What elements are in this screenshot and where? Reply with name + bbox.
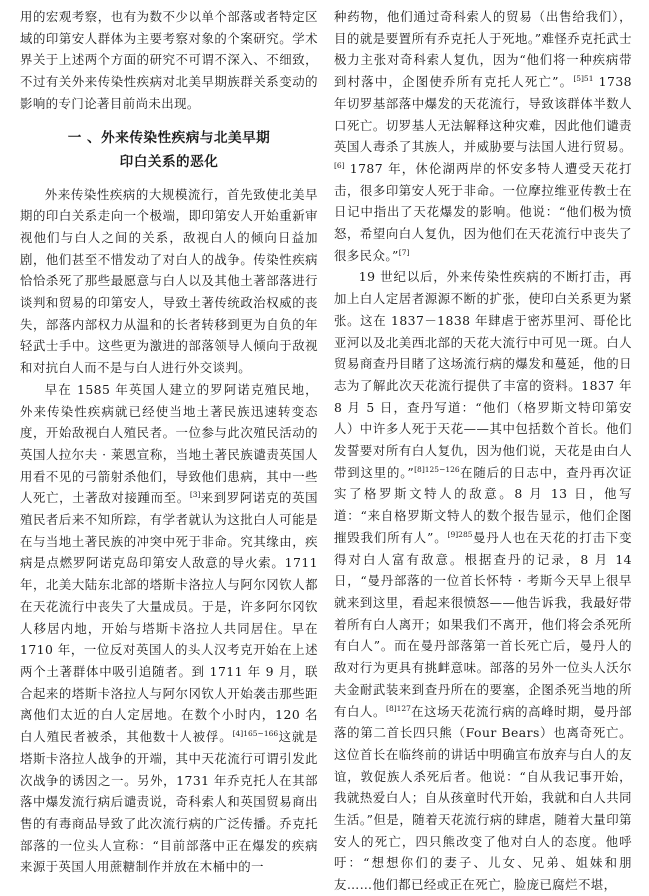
paragraph-overview: 外来传染性疾病的大规模流行，首先致使北美早期的印白关系走向一个极端，即印第安人开始重新审视他们与白人之间的关系，敌视白人的倾向日益加剧，他们甚至不惜发动了对白人的战争。传染性疾病恰恰杀死了那些最愿意与白人以及其他土著部落进行谈判和贸易的印第安人，导致土著传统政治权威的丧失，部落内部权力从温和的长者转移到更为自负的年轻武士手中。这些更为激进的部落领导人倾向于敌视和对抗白人而不是与白人进行外交谈判。 [20,186,318,376]
text-run: 这就是塔斯卡洛拉人战争的开端，其中天花流行可谓引发此次战争的诱因之一。另外，1731 年乔克托人在其部落中爆发流行病后谴责说，奇科索人和英国贸易商出售的有毒商品导致了此次流行病的广泛传播。乔克托部落的一位头人宣称：“目前部落中正在爆发的疾病来源于英国人用蔗糖制作并放在木桶中的一 [20,729,318,875]
text-run: 来到罗阿诺克的英国殖民者后来不知所踪，有学者就认为这批白人可能是在与当地土著民族的冲突中死于非命。究其缘由，疾病是点燃罗阿诺克岛印第安人敌意的导火索。1711 年，北美大陆东北部的塔斯卡洛拉人与阿尔冈钦人都在天花流行中丧失了大量成员。于是，许多阿尔冈钦人移居内地，开始与塔斯卡洛拉人共同居住。早在 1710 年，一位反对英国人的头人汉考克开始在上述两个土著群体中吸引追随者。到 1711 年 9 月，联合起来的塔斯卡洛拉人与阿尔冈钦人开始袭击那些距离他们太近的白人定居地。在数个小时内，120 名白人殖民者被杀，其他数十人被俘。 [20,490,318,745]
section-heading-line2: 印白关系的恶化 [119,153,219,170]
citation: [3] [189,490,201,500]
text-run: 曼丹人也在天花的打击下变得对白人富有敌意。根据查丹的记录，8 月 14 日，“曼丹部落的一位首长怀特 · 考斯今天早上很早就来到这里，看起来很愤怒——他告诉我，我最好带着所有白人离开；如果我们不离开，他们将会杀死所有白人”。而在曼丹部落第一首长死亡后，曼丹人的敌对行为更具有挑衅意味。部落的另外一位头人沃尔夫金耐武装来到查丹所在的要塞，企图杀死当地的所有白人。 [334,529,632,719]
paragraph-19th-century [334,266,632,895]
text-run: 在这场天花流行病的高峰时期，曼丹部落的第二首长四只熊（Four Bears）也离奇死亡。这位首长在临终前的讲话中明确宣布放弃与白人的友谊，敦促族人杀死后者。他说：“自从我记事开始，我就热爱白人；自从孩童时代开始，我就和白人共同生活。”但是，随着天花流行病的肆虐，随着大量印第安人的死亡，四只熊改变了他对白人的态度。他呼吁：“想想你们的妻子、儿女、兄弟、姐妹和朋友……他们都已经或正在死亡，脸庞已腐烂不堪， [334,703,632,893]
left-column [20,6,318,878]
text-run: 种药物，他们通过奇科索人的贸易（出售给我们），目的就是要置所有乔克托人于死地。”难怪乔克托武士极力主张对奇科索人复仇，因为“他们将一种疾病带到村落中，企图使乔所有克托人死亡”。 [334,9,632,90]
citation: [8]127 [386,703,411,713]
text-run: 早在 1585 年英国人建立的罗阿诺克殖民地，外来传染性疾病就已经使当地土著民族迅速转变态度，开始敌视白人殖民者。一位参与此次殖民活动的英国人拉尔夫 · 莱恩宣称，当地土著民族谴责英国人用看不见的弓箭射杀他们，导致他们患病，其中一些人死亡，土著敌对接踵而至。 [20,381,318,506]
citation: [8]125−126 [414,464,460,474]
citation: [5]51 [573,74,594,84]
text-run: 1787 年，休伦湖两岸的怀安多特人遭受天花打击，很多印第安人死于非命。一位摩拉维亚传教士在日记中指出了天花爆发的影响。他说：“他们极为愤怒，希望向白人复仇，因为他们在天花流行中丧失了很多民众。” [334,160,632,263]
text-run: 19 世纪以后，外来传染性疾病的不断打击，再加上白人定居者源源不断的扩张，使印白关系更为紧张。这在 1837－1838 年肆虐于密苏里河、哥伦比亚河以及北美西北部的天花大流行中可见一斑。白人贸易商查丹目睹了这场流行病的爆发和蔓延，他的日志为了解此次天花流行提供了丰富的资料。1837 年 8 月 5 日，查丹写道：“他们（格罗斯文特印第安人）中许多人死于天花——其中包括数个首长。他们发誓要对所有白人复仇，因为他们说，天花是由白人带到这里的。” [334,269,632,480]
paragraph-intro-continued: 用的宏观考察，也有为数不少以单个部落或者特定区域的印第安人群体为主要考察对象的个案研究。学术界关于上述两个方面的研究不可谓不深入、不细致，不过有关外来传染性疾病对北美早期族群关系变动的影响的专门论著目前尚未出现。 [20,9,318,111]
right-column [334,6,632,896]
paragraph-choctaw-continued [334,6,632,266]
citation: [7] [398,247,410,257]
section-heading [20,126,318,174]
text-run: 在随后的日志中，查丹再次证实了格罗斯文特人的敌意。8 月 13 日，他写道：“来自格罗斯文特人的数个报告显示，他们企图摧毁我们所有人”。 [334,464,632,545]
text-run: 1738 年切罗基部落中爆发的天花流行，导致该群体半数人口死亡。切罗基人无法解释这种灾难，因此他们谴责英国人毒杀了其族人，并威胁要与法国人进行贸易。 [334,74,632,155]
citation: [9]285 [447,529,473,539]
section-heading-line1: 一 、外来传染性疾病与北美早期 [67,129,271,146]
paragraph-roanoke [20,379,318,878]
citation: [4]165−166 [232,729,279,739]
citation: [6] [334,160,345,170]
